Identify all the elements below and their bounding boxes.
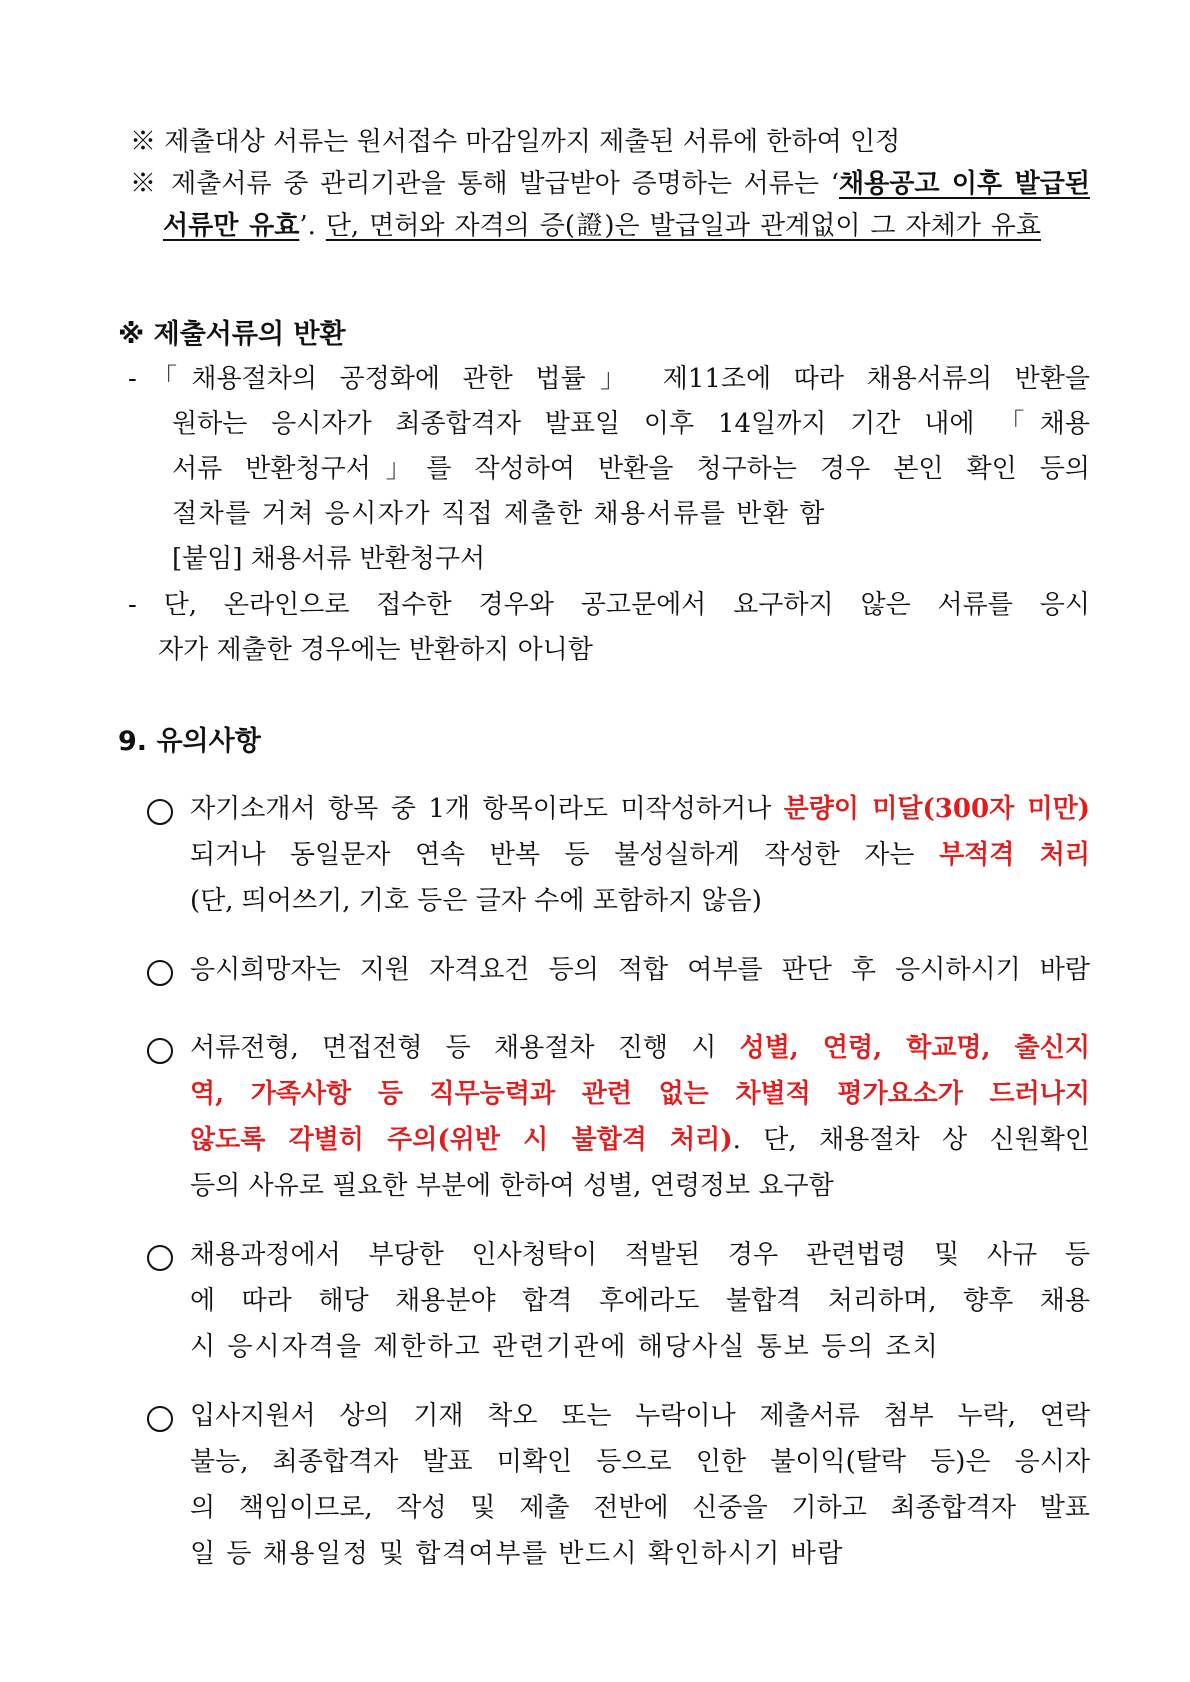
bullet-circle-icon (147, 1245, 173, 1271)
note-issued-documents (130, 167, 1090, 201)
item1-text: 자기소개서 항목 중 1개 항목이라도 미작성하거나 (190, 794, 784, 824)
bullet-circle-icon (147, 960, 173, 986)
return-para1-line3: 서류 반환청구서」를 작성하여 반환을 청구하는 경우 본인 확인 등의 (172, 454, 1090, 484)
bullet-circle-icon (147, 799, 173, 825)
item1-red-disqualify: 부적격 처리 (939, 840, 1090, 870)
return-attachment: [붙임] 채용서류 반환청구서 (172, 544, 486, 574)
return-para1-line2: 원하는 응시자가 최종합격자 발표일 이후 14일까지 기간 내에 「채용 (172, 409, 1090, 439)
note-validity (163, 209, 1041, 243)
item1-line1 (190, 792, 1090, 826)
note-text: ※ 제출대상 서류는 원서접수 마감일까지 제출된 서류에 한하여 인정 (130, 127, 901, 157)
note-license-text: 단, 면허와 자격의 증(證)은 발급일과 관계없이 그 자체가 유효 (325, 211, 1041, 241)
return-para1-line1: -「채용절차의 공정화에 관한 법률」 제11조에 따라 채용서류의 반환을 (128, 364, 1090, 394)
return-para2-line1: - 단, 온라인으로 접수한 경우와 공고문에서 요구하지 않은 서류를 응시 (128, 590, 1090, 620)
item1-line3: (단, 띄어쓰기, 기호 등은 글자 수에 포함하지 않음) (190, 886, 762, 916)
note-bold-phrase: 채용공고 이후 발급된 (838, 169, 1090, 199)
item4-line3: 시 응시자격을 제한하고 관련기관에 해당사실 통보 등의 조치 (190, 1332, 940, 1362)
item3-line4: 등의 사유로 필요한 부분에 한하여 성별, 연령정보 요구함 (190, 1171, 834, 1201)
item3-red-caution: 않도록 각별히 주의(위반 시 불합격 처리) (190, 1125, 733, 1155)
item1-red-length: 분량이 미달(300자 미만) (783, 794, 1090, 824)
item3-line1 (190, 1031, 1090, 1065)
item1-line2 (190, 838, 1090, 872)
item3-text3: . 단, 채용절차 상 신원확인 (732, 1125, 1091, 1155)
item3-red-attrs: 성별, 연령, 학교명, 출신지 (739, 1033, 1090, 1063)
item3-line3 (190, 1123, 1090, 1157)
item5-line1: 입사지원서 상의 기재 착오 또는 누락이나 제출서류 첨부 누락, 연락 (190, 1401, 1090, 1431)
bullet-circle-icon (147, 1406, 173, 1432)
section9-title: 9. 유의사항 (118, 726, 261, 757)
item3-text: 서류전형, 면접전형 등 채용절차 진행 시 (190, 1033, 740, 1063)
note-valid-only: 서류만 유효 (163, 211, 300, 241)
bullet-circle-icon (147, 1038, 173, 1064)
return-para1-line4: 절차를 거쳐 응시자가 직접 제출한 채용서류를 반환 함 (172, 499, 826, 529)
item1-text2: 되거나 동일문자 연속 반복 등 불성실하게 작성한 자는 (190, 840, 940, 870)
item2-line1: 응시희망자는 지원 자격요건 등의 적합 여부를 판단 후 응시하시기 바람 (190, 955, 1090, 985)
item5-line2: 불능, 최종합격자 발표 미확인 등으로 인한 불이익(탈락 등)은 응시자 (190, 1447, 1090, 1477)
note-prefix: ※ 제출서류 중 관리기관을 통해 발급받아 증명하는 서류는 ‘ (130, 169, 839, 199)
return-para2-line2: 자가 제출한 경우에는 반환하지 아니함 (158, 635, 593, 665)
return-section-title: ※ 제출서류의 반환 (118, 319, 346, 350)
item4-line2: 에 따라 해당 채용분야 합격 후에라도 불합격 처리하며, 향후 채용 (190, 1286, 1090, 1316)
note-mark: ’. (299, 211, 316, 241)
item5-line4: 일 등 채용일정 및 합격여부를 반드시 확인하시기 바람 (190, 1539, 844, 1569)
note-documents-deadline (130, 125, 960, 159)
item3-line2: 역, 가족사항 등 직무능력과 관련 없는 차별적 평가요소가 드러나지 (190, 1079, 1090, 1109)
item4-line1: 채용과정에서 부당한 인사청탁이 적발된 경우 관련법령 및 사규 등 (190, 1240, 1090, 1270)
item5-line3: 의 책임이므로, 작성 및 제출 전반에 신중을 기하고 최종합격자 발표 (190, 1493, 1090, 1523)
